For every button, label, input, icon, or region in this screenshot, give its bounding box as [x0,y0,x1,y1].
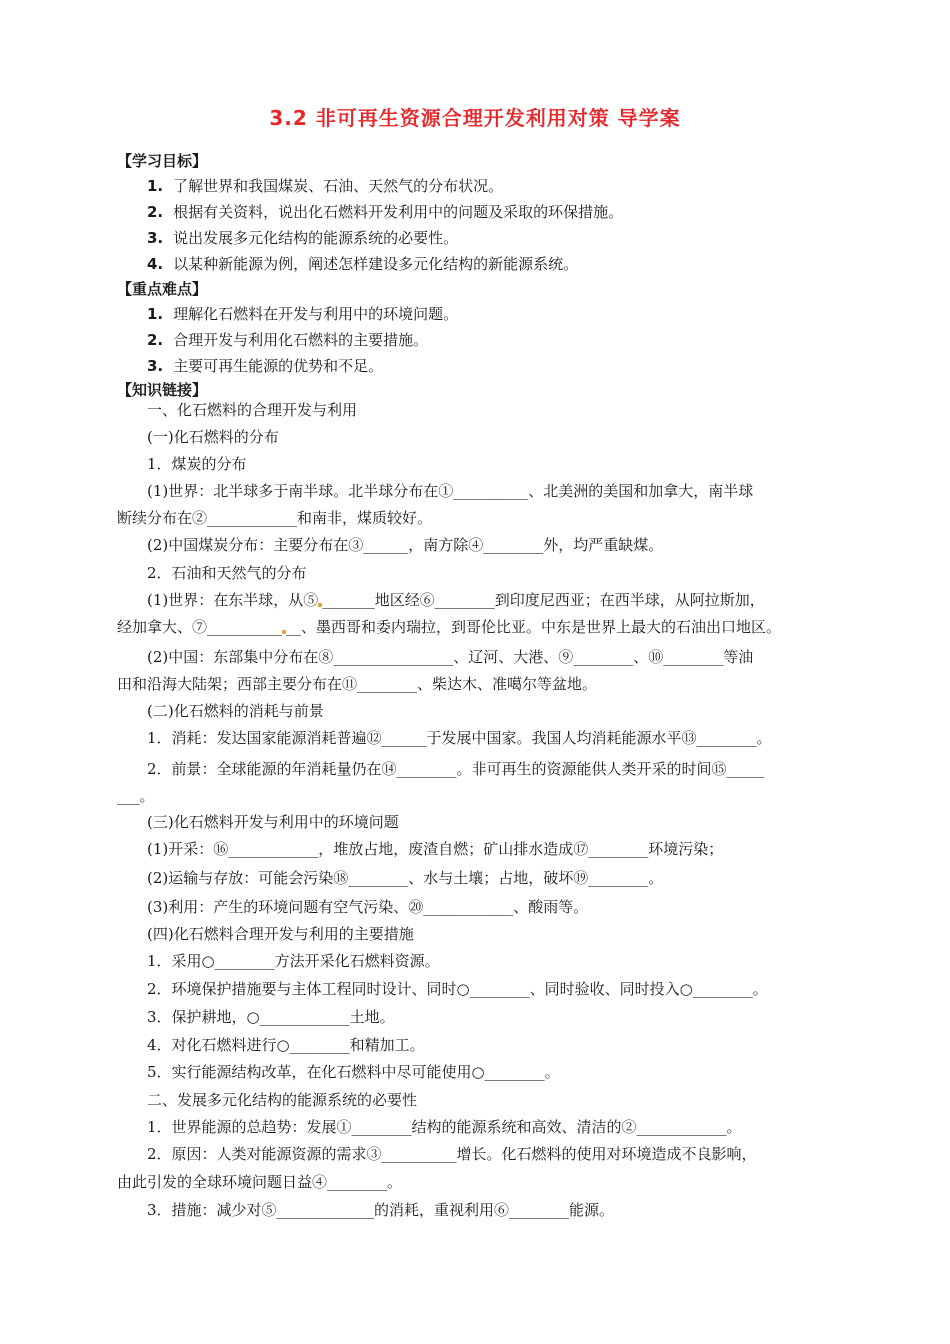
text-line: (3)利用：产生的环境问题有空气污染、⑳____________、酸雨等。 [147,898,589,916]
goals-heading: 【学习目标】 [117,152,208,170]
text-line: 2．环境保护措施要与主体工程同时设计、同时○________、同时验收、同时投入○________。 [147,980,768,998]
text-line [147,590,765,610]
goal-number: 2. [147,203,164,221]
text-line: 由此引发的全球环境问题日益④________。 [117,1173,403,1191]
text-line: 4．对化石燃料进行○________和精加工。 [147,1036,425,1054]
text-line: ___。 [117,787,155,805]
text-line: 2．前景：全球能源的年消耗量仍在⑭________。非可再生的资源能供人类开采的时间⑮_____ [147,760,765,778]
text-line: 1．煤炭的分布 [147,455,247,473]
text-line: (1)世界：北半球多于南半球。北半球分布在①__________、北美洲的美国和加拿大，南半球 [147,482,754,500]
text-line: 5．实行能源结构改革，在化石燃料中尽可能使用○________。 [147,1063,560,1081]
text-line: 2．原因：人类对能源资源的需求③__________增长。化石燃料的使用对环境造成不良影响， [147,1145,757,1163]
text-line: (三)化石燃料开发与利用中的环境问题 [147,813,399,831]
keypoint-item [147,304,458,324]
text-line: (2)运输与存放：可能会污染⑱________、水与土壤；占地，破坏⑲________。 [147,869,664,887]
text-line: (二)化石燃料的消耗与前景 [147,702,324,720]
text-line [117,617,833,637]
goal-number: 3. [147,229,164,247]
goal-text: 说出发展多元化结构的能源系统的必要性。 [173,229,459,247]
goal-number: 1. [147,177,164,195]
page-title: 3.2 非可再生资源合理开发利用对策 导学案 [269,106,681,130]
text-line: 3．保护耕地，○____________土地。 [147,1008,395,1026]
text-segment: _______地区经⑥________到印度尼西亚；在西半球，从阿拉斯加， [322,591,765,609]
goal-text: 了解世界和我国煤炭、石油、天然气的分布状况。 [173,177,504,195]
text-line: 一、化石燃料的合理开发与利用 [147,401,358,419]
keypoints-heading: 【重点难点】 [117,280,208,298]
goal-item [147,176,503,196]
text-line: 2．石油和天然气的分布 [147,564,307,582]
keypoint-text: 理解化石燃料在开发与利用中的环境问题。 [173,305,459,323]
text-line: 1．世界能源的总趋势：发展①________结构的能源系统和高效、清洁的②____________。 [147,1118,742,1136]
text-line: 断续分布在②____________和南非，煤质较好。 [117,509,433,527]
keypoint-item [147,356,383,376]
keypoint-text: 主要可再生能源的优势和不足。 [173,357,384,375]
goal-number: 4. [147,255,164,273]
text-line: (2)中国：东部集中分布在⑧________________、辽河、大港、⑨________、⑩________等油 [147,648,754,666]
text-segment: __、墨西哥和委内瑞拉，到哥伦比亚。中东是世界上最大的石油出口地区。 [286,618,782,636]
keypoint-number: 3. [147,357,164,375]
text-line: (四)化石燃料合理开发与利用的主要措施 [147,925,414,943]
text-line: 3．措施：减少对⑤_____________的消耗，重视利用⑥________能源。 [147,1201,615,1219]
keypoint-text: 合理开发与利用化石燃料的主要措施。 [173,331,429,349]
text-segment: (1)世界：在东半球，从⑤ [147,591,319,609]
goal-text: 根据有关资料，说出化石燃料开发利用中的问题及采取的环保措施。 [173,203,624,221]
goal-item [147,228,458,248]
text-line: 二、发展多元化结构的能源系统的必要性 [147,1091,418,1109]
keypoint-number: 2. [147,331,164,349]
goal-item [147,254,578,274]
text-line: 1．消耗：发达国家能源消耗普遍⑫______于发展中国家。我国人均消耗能源水平⑬________。 [147,729,772,747]
goal-item [147,202,623,222]
text-line: 1．采用○________方法开采化石燃料资源。 [147,952,440,970]
text-segment: 经加拿大、⑦__________ [117,618,283,636]
text-line: (1)开采：⑯____________，堆放占地，废渣自燃；矿山排水造成⑰________环境污染； [147,840,724,858]
text-line: (2)中国煤炭分布：主要分布在③______，南方除④________外，均严重缺煤。 [147,536,664,554]
text-line: (一)化石燃料的分布 [147,428,279,446]
knowledge-heading: 【知识链接】 [117,381,208,399]
keypoint-item [147,330,428,350]
text-line: 田和沿海大陆架；西部主要分布在⑪________、柴达木、准噶尔等盆地。 [117,675,598,693]
goal-text: 以某种新能源为例，阐述怎样建设多元化结构的新能源系统。 [173,255,579,273]
keypoint-number: 1. [147,305,164,323]
